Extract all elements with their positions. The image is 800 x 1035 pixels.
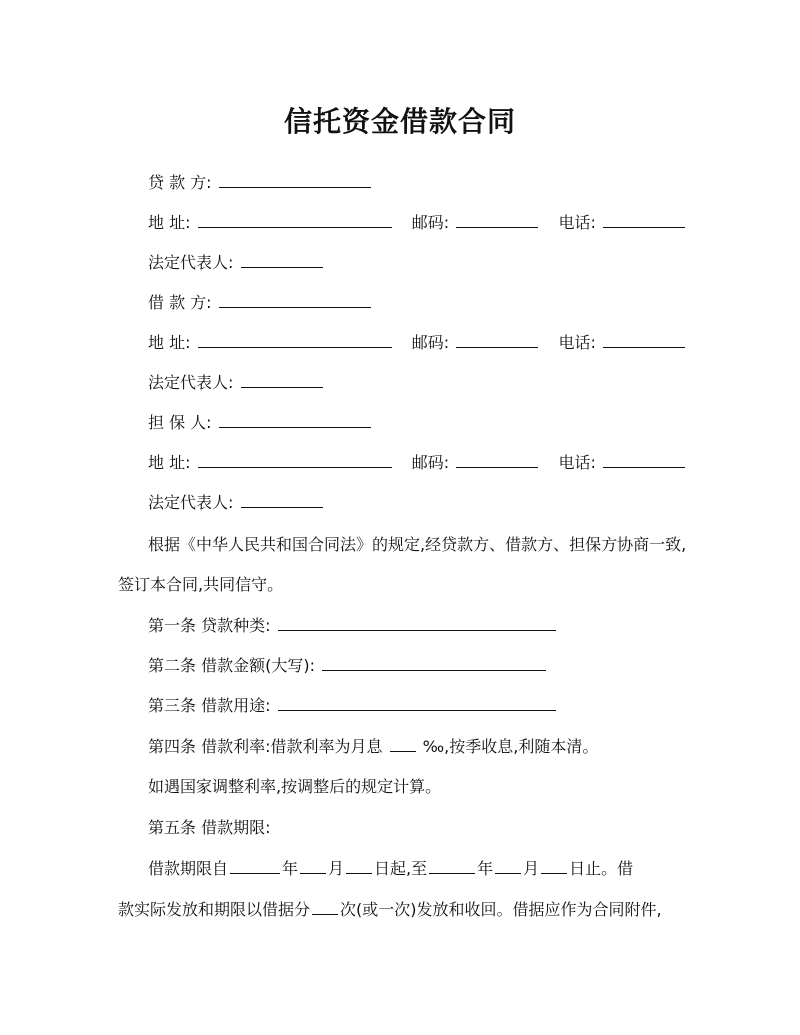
borrower-address-blank	[198, 332, 392, 348]
borrower-postcode-blank	[456, 332, 538, 348]
article-4-line	[148, 736, 598, 758]
article-4-note: 如遇国家调整利率,按调整后的规定计算。	[148, 777, 442, 796]
article-4-rate-blank	[390, 736, 416, 752]
lender-address-line	[148, 212, 687, 234]
article-3-blank	[278, 695, 556, 711]
lender-name-blank	[219, 172, 371, 188]
term-text-installments: 款实际发放和期限以借据分	[118, 900, 311, 919]
article-4-text-post: ‰,按季收息,利随本清。	[422, 737, 599, 756]
article-1-blank	[278, 615, 556, 631]
installments-blank	[312, 899, 338, 915]
article-4-text-pre: 第四条 借款利率:借款利率为月息	[148, 737, 383, 756]
term-text-month-2: 月	[523, 859, 540, 878]
borrower-name-label: 借 款 方:	[148, 293, 212, 312]
article-2-label: 第二条 借款金额(大写):	[148, 656, 315, 675]
document-title: 信托资金借款合同	[283, 105, 516, 138]
borrower-rep-blank	[241, 372, 323, 388]
guarantor-postcode-blank	[456, 452, 538, 468]
start-day-blank	[346, 858, 372, 874]
borrower-phone-blank	[603, 332, 685, 348]
guarantor-address-label: 地 址:	[148, 453, 191, 472]
guarantor-name-blank	[219, 412, 371, 428]
borrower-phone-label: 电话:	[558, 333, 596, 352]
preamble-line-1: 根据《中华人民共和国合同法》的规定,经贷款方、借款方、担保方协商一致,	[148, 535, 687, 554]
guarantor-address-line	[148, 452, 687, 474]
start-year-blank	[230, 858, 280, 874]
guarantor-rep-label: 法定代表人:	[148, 493, 234, 512]
borrower-name-blank	[219, 292, 371, 308]
lender-rep-line	[148, 252, 325, 274]
guarantor-rep-line	[148, 492, 325, 514]
article-5-label: 第五条 借款期限:	[148, 818, 271, 837]
term-line-2	[118, 899, 662, 921]
guarantor-name-label: 担 保 人:	[148, 413, 212, 432]
term-text-end: 日止。借	[569, 859, 634, 878]
article-3-line	[148, 695, 558, 717]
end-year-blank	[429, 858, 475, 874]
term-text-from: 借款期限自	[148, 859, 229, 878]
guarantor-rep-blank	[241, 492, 323, 508]
guarantor-address-blank	[198, 452, 392, 468]
end-day-blank	[541, 858, 567, 874]
term-line-1	[148, 858, 633, 880]
lender-postcode-blank	[456, 212, 538, 228]
term-text-month: 月	[328, 859, 345, 878]
lender-phone-label: 电话:	[558, 213, 596, 232]
borrower-rep-label: 法定代表人:	[148, 373, 234, 392]
article-2-line	[148, 655, 548, 677]
guarantor-postcode-label: 邮码:	[411, 453, 450, 472]
borrower-name-line	[148, 292, 373, 314]
term-text-to: 日起,至	[374, 859, 428, 878]
lender-address-blank	[198, 212, 392, 228]
lender-postcode-label: 邮码:	[411, 213, 450, 232]
guarantor-phone-blank	[603, 452, 685, 468]
article-3-label: 第三条 借款用途:	[148, 696, 271, 715]
term-text-year: 年	[282, 859, 299, 878]
lender-phone-blank	[603, 212, 685, 228]
borrower-address-line	[148, 332, 687, 354]
term-text-receipt: 次(或一次)发放和收回。借据应作为合同附件,	[340, 900, 662, 919]
guarantor-phone-label: 电话:	[558, 453, 596, 472]
borrower-rep-line	[148, 372, 325, 394]
lender-rep-blank	[241, 252, 323, 268]
lender-address-label: 地 址:	[148, 213, 191, 232]
borrower-postcode-label: 邮码:	[411, 333, 450, 352]
start-month-blank	[300, 858, 326, 874]
term-text-year-2: 年	[477, 859, 494, 878]
preamble-line-2: 签订本合同,共同信守。	[118, 575, 284, 594]
article-1-label: 第一条 贷款种类:	[148, 616, 271, 635]
lender-name-label: 贷 款 方:	[148, 173, 212, 192]
article-1-line	[148, 615, 558, 637]
borrower-address-label: 地 址:	[148, 333, 191, 352]
lender-name-line	[148, 172, 373, 194]
lender-rep-label: 法定代表人:	[148, 253, 234, 272]
article-2-blank	[322, 655, 546, 671]
guarantor-name-line	[148, 412, 373, 434]
end-month-blank	[495, 858, 521, 874]
